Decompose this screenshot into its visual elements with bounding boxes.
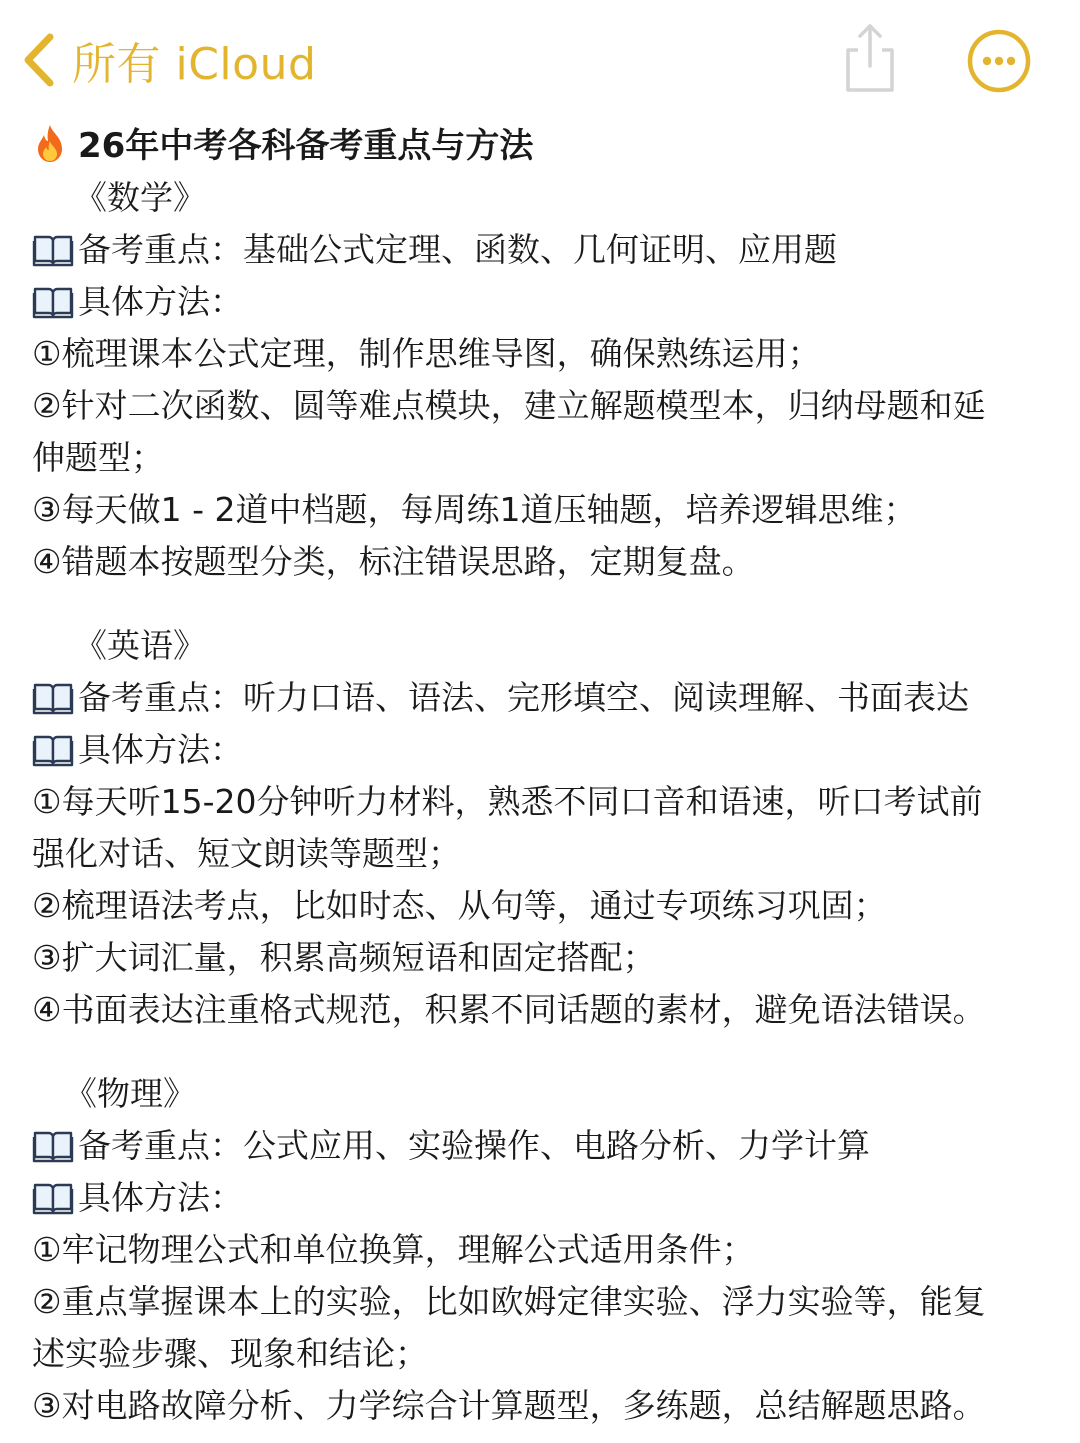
fire-icon <box>32 123 68 163</box>
more-options-button[interactable] <box>966 28 1032 94</box>
chevron-left-icon <box>22 33 56 87</box>
share-button[interactable] <box>838 20 902 96</box>
open-book-icon <box>32 1129 74 1163</box>
method-line: ②针对二次函数、圆等难点模块，建立解题模型本，归纳母题和延 <box>32 386 986 425</box>
method-line: 述实验步骤、现象和结论； <box>32 1334 428 1373</box>
method-line: ④书面表达注重格式规范，积累不同话题的素材，避免语法错误。 <box>32 990 986 1029</box>
navigation-bar <box>0 0 1080 120</box>
section-methods-label: 具体方法： <box>78 282 243 321</box>
ellipsis-circle-icon <box>966 28 1032 94</box>
note-title: 26年中考各科备考重点与方法 <box>78 126 534 166</box>
share-icon <box>838 20 902 96</box>
method-line: 强化对话、短文朗读等题型； <box>32 834 461 873</box>
section-methods-label-line <box>32 1172 243 1224</box>
method-line: ①牢记物理公式和单位换算，理解公式适用条件； <box>32 1230 755 1269</box>
section-subject-english: 《英语》 <box>74 626 206 665</box>
section-focus-text: 备考重点：听力口语、语法、完形填空、阅读理解、书面表达 <box>78 678 969 717</box>
method-line: ②梳理语法考点，比如时态、从句等，通过专项练习巩固； <box>32 886 887 925</box>
section-methods-label-line <box>32 724 243 776</box>
section-methods-label-line <box>32 276 243 328</box>
open-book-icon <box>32 733 74 767</box>
section-focus-line <box>32 1120 870 1172</box>
section-focus-text: 备考重点：公式应用、实验操作、电路分析、力学计算 <box>78 1126 870 1165</box>
back-button[interactable] <box>22 22 316 98</box>
section-methods-label: 具体方法： <box>78 730 243 769</box>
section-subject-math: 《数学》 <box>74 178 206 217</box>
section-subject-physics: 《物理》 <box>64 1074 196 1113</box>
method-line: ②重点掌握课本上的实验，比如欧姆定律实验、浮力实验等，能复 <box>32 1282 986 1321</box>
open-book-icon <box>32 233 74 267</box>
method-line: ①梳理课本公式定理，制作思维导图，确保熟练运用； <box>32 334 821 373</box>
method-line: 伸题型； <box>32 438 164 477</box>
back-label: 所有 iCloud <box>72 39 317 90</box>
method-line: ③每天做1 - 2道中档题，每周练1道压轴题，培养逻辑思维； <box>32 490 917 529</box>
method-line: ③扩大词汇量，积累高频短语和固定搭配； <box>32 938 656 977</box>
method-line: ③对电路故障分析、力学综合计算题型，多练题，总结解题思路。 <box>32 1386 986 1425</box>
open-book-icon <box>32 285 74 319</box>
section-focus-line <box>32 672 969 724</box>
method-line: ④错题本按题型分类，标注错误思路，定期复盘。 <box>32 542 755 581</box>
note-title-line <box>32 120 533 172</box>
section-methods-label: 具体方法： <box>78 1178 243 1217</box>
method-line: ①每天听15-20分钟听力材料，熟悉不同口音和语速，听口考试前 <box>32 782 983 821</box>
open-book-icon <box>32 681 74 715</box>
section-focus-text: 备考重点：基础公式定理、函数、几何证明、应用题 <box>78 230 837 269</box>
section-focus-line <box>32 224 837 276</box>
open-book-icon <box>32 1181 74 1215</box>
